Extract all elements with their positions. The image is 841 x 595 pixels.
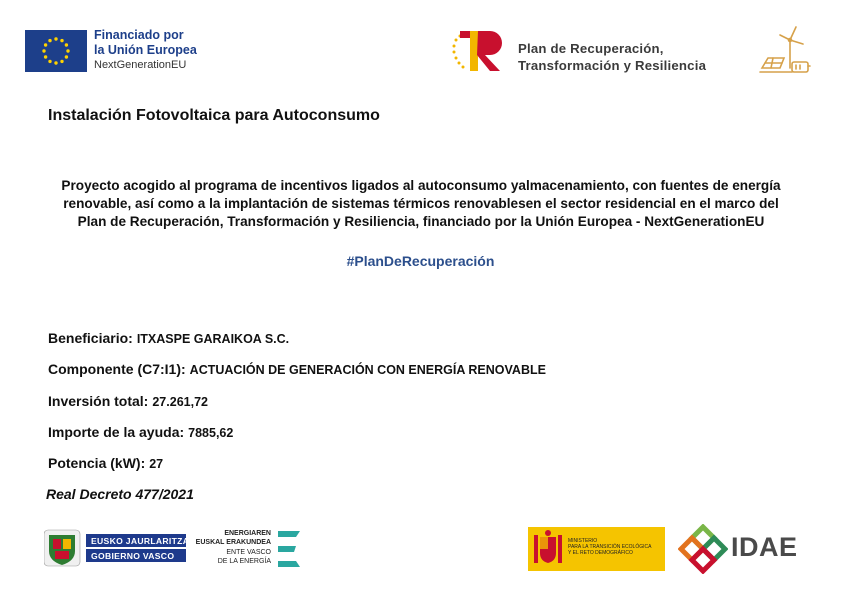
prtr-logo-text bbox=[518, 40, 706, 74]
eu-flag-logo bbox=[25, 30, 87, 72]
eu-line2: la Unión Europea bbox=[94, 43, 197, 57]
page-title: Instalación Fotovoltaica para Autoconsumo bbox=[48, 107, 380, 124]
field-potencia bbox=[48, 455, 163, 471]
ministerio-line1: MINISTERIO bbox=[568, 538, 598, 544]
field-label: Beneficiario: bbox=[48, 330, 133, 346]
field-label: Potencia (kW): bbox=[48, 455, 146, 471]
ente-line2: EUSKAL ERAKUNDEA bbox=[195, 538, 271, 546]
ente-vasco-energia-text bbox=[195, 530, 271, 566]
basque-government-text bbox=[88, 535, 189, 562]
prtr-line2: Transformación y Resiliencia bbox=[518, 58, 707, 73]
eu-line1: Financiado por bbox=[94, 28, 184, 42]
field-value: ACTUACIÓN DE GENERACIÓN CON ENERGÍA RENOVABLE bbox=[189, 363, 546, 377]
field-value: ITXASPE GARAIKOA S.C. bbox=[136, 332, 290, 346]
basque-line1: EUSKO JAURLARITZA bbox=[91, 536, 190, 546]
prtr-logo-mark bbox=[450, 28, 506, 74]
project-description bbox=[40, 177, 802, 231]
ente-line3: ENTE VASCO bbox=[226, 549, 271, 556]
windmill-solar-icon bbox=[756, 24, 812, 80]
ente-line1: ENERGIAREN bbox=[224, 530, 271, 537]
ente-vasco-logo-mark bbox=[274, 529, 302, 569]
field-inversion-total bbox=[48, 393, 208, 409]
eu-funding-text bbox=[94, 28, 197, 73]
field-value: 27.261,72 bbox=[152, 395, 208, 409]
description-line: Plan de Recuperación, Transformación y Resiliencia, financiado por la Unión Europea - NextGenerationEU bbox=[77, 214, 765, 229]
ministerio-line2: PARA LA TRANSICIÓN ECOLÓGICA bbox=[568, 544, 652, 550]
ente-line4: DE LA ENERGÍA bbox=[217, 557, 271, 565]
eu-line3: NextGenerationEU bbox=[94, 59, 187, 71]
ministerio-line3: Y EL RETO DEMOGRÁFICO bbox=[568, 550, 633, 556]
basque-line2: GOBIERNO VASCO bbox=[91, 551, 175, 561]
field-label: Importe de la ayuda: bbox=[48, 424, 185, 440]
description-line: Proyecto acogido al programa de incentivos ligados al autoconsumo yalmacenamiento, con fuentes de energía bbox=[61, 178, 781, 193]
field-label: Inversión total: bbox=[48, 393, 149, 409]
ministerio-text bbox=[568, 538, 663, 556]
prtr-line1: Plan de Recuperación, bbox=[518, 41, 664, 56]
field-importe-ayuda bbox=[48, 424, 233, 440]
field-componente bbox=[48, 361, 546, 377]
field-beneficiario bbox=[48, 330, 289, 346]
hashtag: #PlanDeRecuperación bbox=[346, 253, 495, 269]
field-value: 7885,62 bbox=[188, 426, 234, 440]
field-value: 27 bbox=[149, 457, 164, 471]
real-decreto: Real Decreto 477/2021 bbox=[46, 486, 194, 502]
description-line: renovable, así como a la implantación de sistemas térmicos renovablesen el sector residencial en el marco del bbox=[63, 196, 779, 211]
idae-logo-mark bbox=[678, 524, 728, 574]
field-label: Componente (C7:I1): bbox=[48, 361, 186, 377]
idae-logo-text: IDAE bbox=[731, 532, 798, 562]
